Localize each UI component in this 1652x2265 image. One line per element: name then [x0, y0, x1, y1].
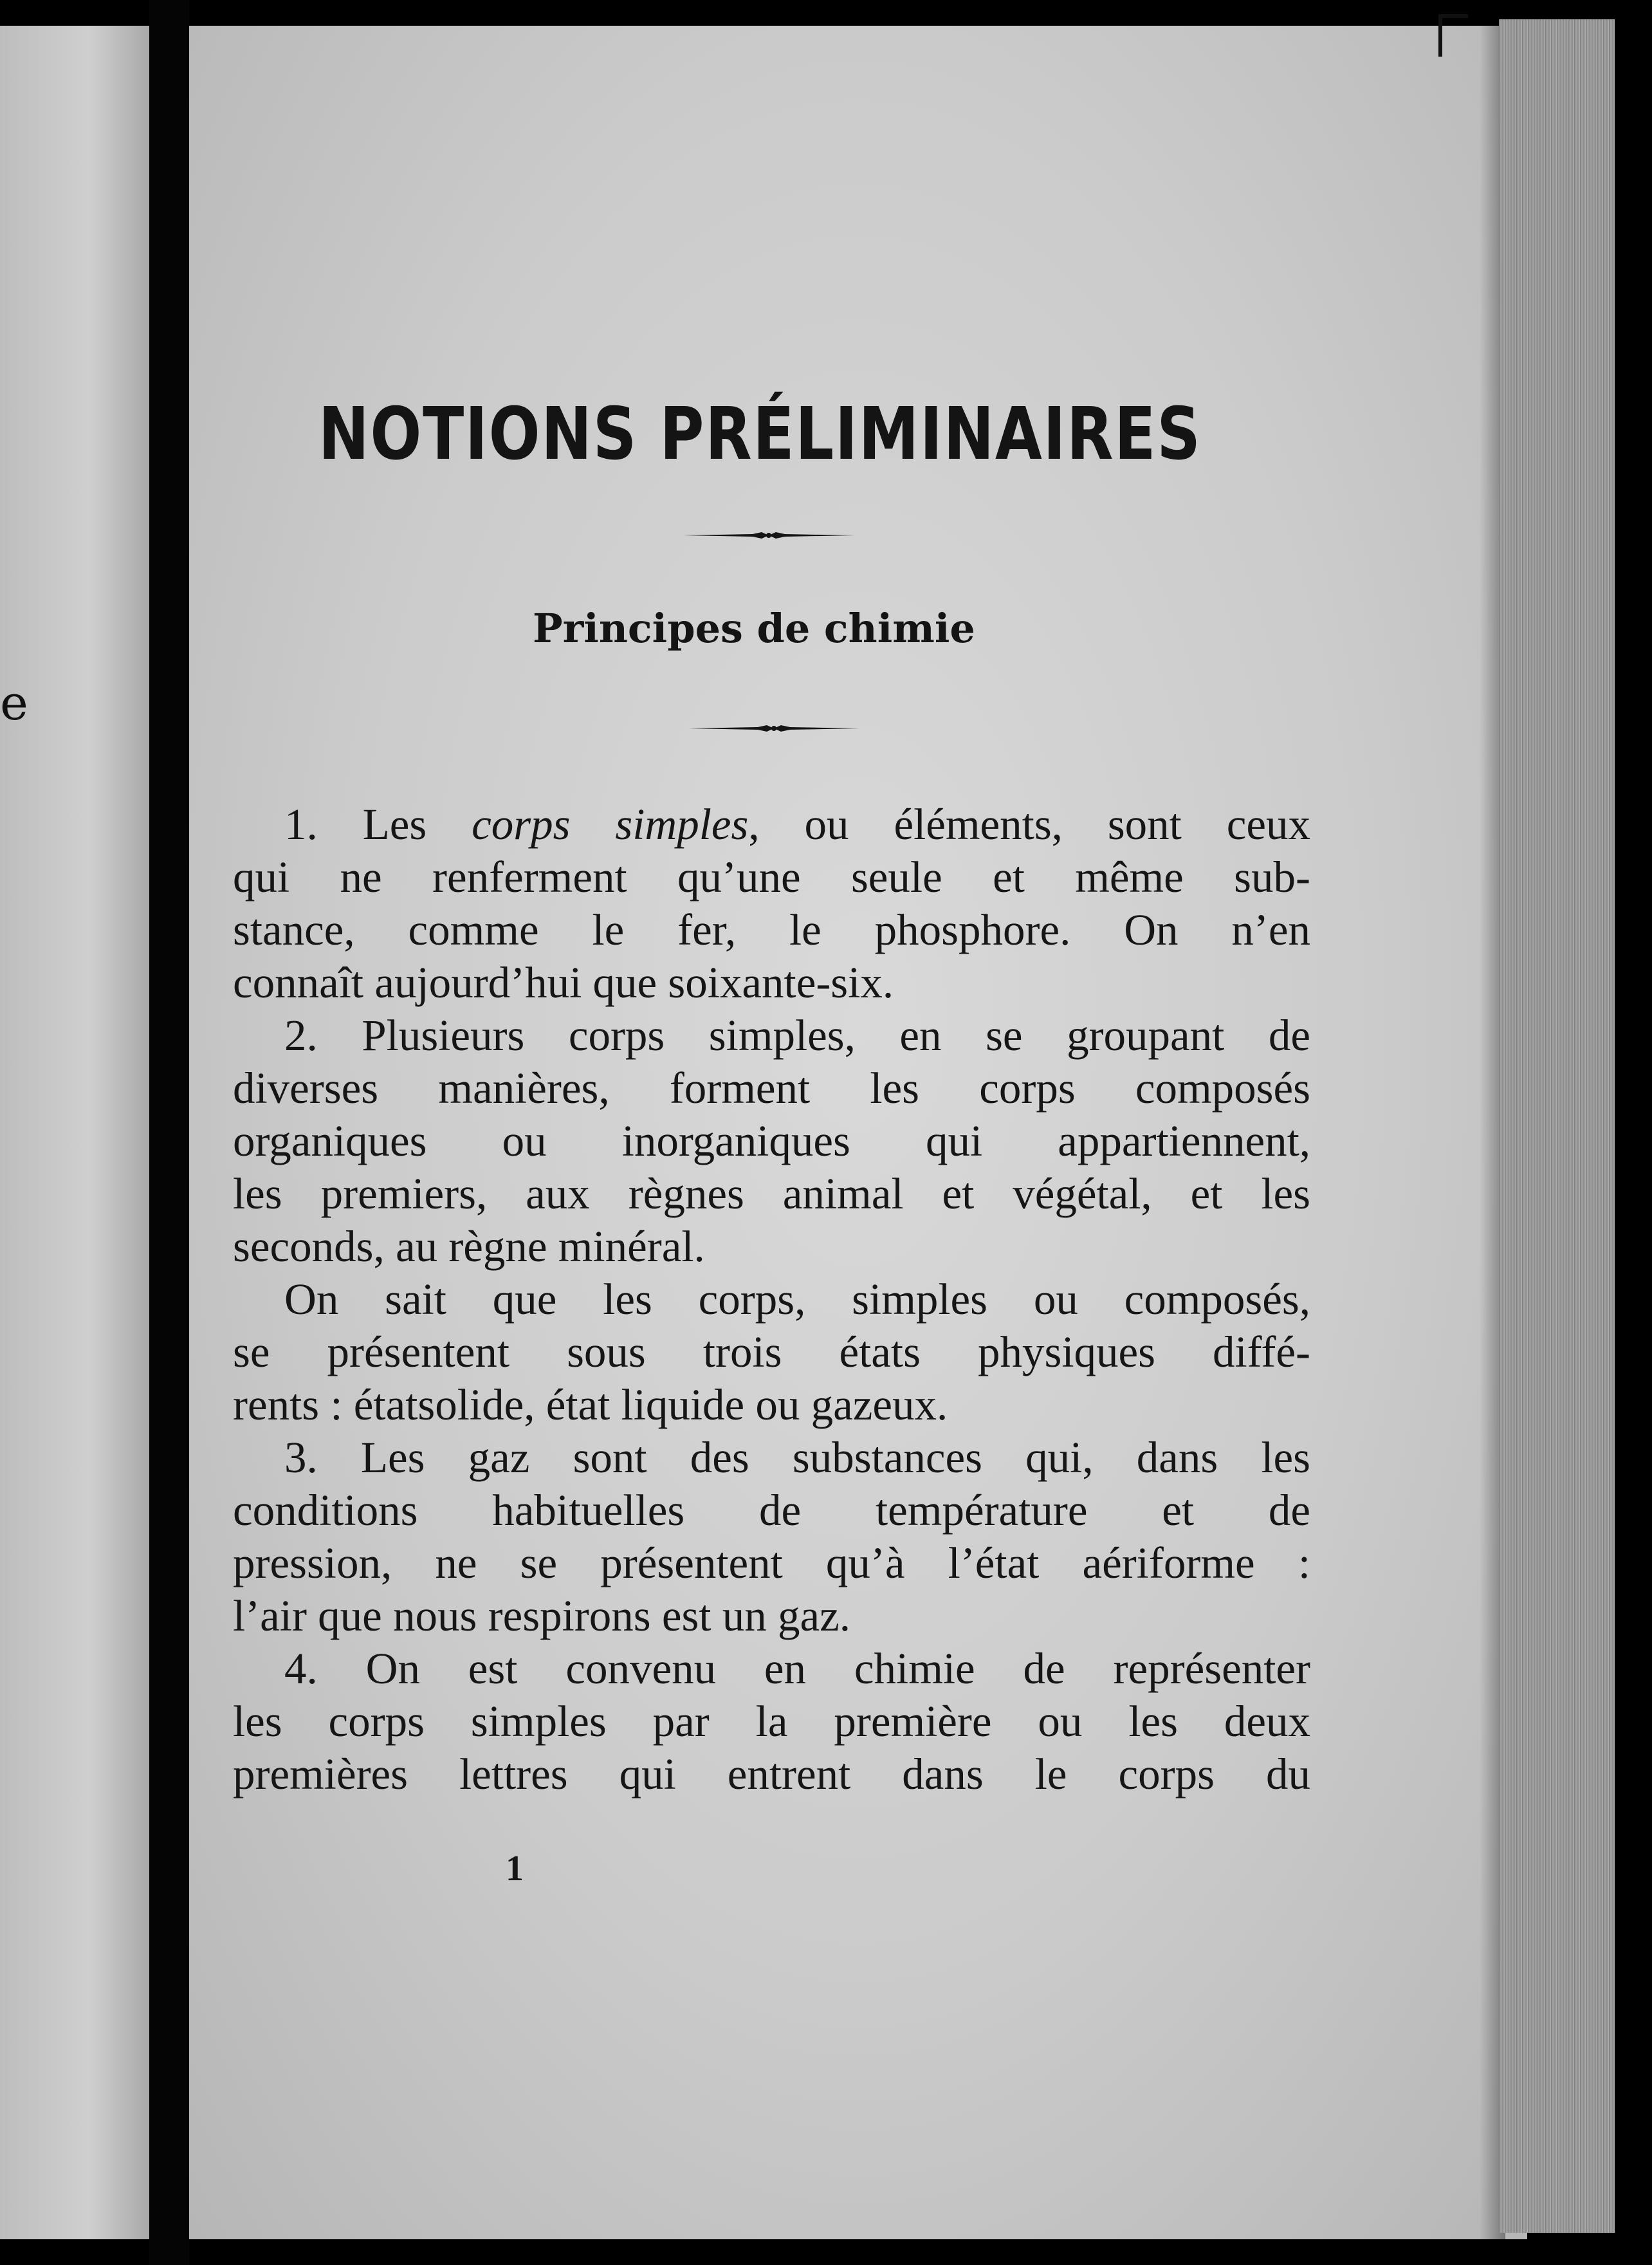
text-line: les premiers, aux règnes animal et végétal, et les — [233, 1169, 1310, 1218]
book-gutter — [149, 0, 189, 2265]
text-run: , ou éléments, sont ceux — [748, 800, 1310, 849]
paragraph-4 — [233, 1431, 1310, 1642]
text-line: les corps simples par la première ou les deux — [233, 1697, 1310, 1746]
signature-mark: 1 — [506, 1849, 524, 1889]
paragraph-number: 2. — [284, 1011, 318, 1060]
text-line: se présentent sous trois états physiques diffé- — [233, 1327, 1310, 1376]
text-line: premières lettres qui entrent dans le corps du — [233, 1750, 1310, 1798]
text-line: connaît aujourd’hui que soixante-six. — [233, 958, 894, 1007]
title-ornament-rule — [682, 529, 856, 542]
text-line: stance, comme le fer, le phosphore. On n’en — [233, 905, 1310, 954]
text-line: l’air que nous respirons est un gaz. — [233, 1591, 851, 1640]
subtitle-ornament-rule — [687, 722, 861, 735]
scan-bottom-border — [189, 2239, 1652, 2265]
text-run: On est convenu en chimie de représenter — [317, 1644, 1310, 1693]
text-run: Les gaz sont des substances qui, dans les — [317, 1433, 1310, 1482]
left-page-margin — [0, 26, 149, 2239]
paragraph-3 — [233, 1273, 1310, 1431]
paragraph-5 — [233, 1642, 1310, 1800]
paragraph-number: 1. — [284, 800, 318, 849]
paragraph-number: 3. — [284, 1433, 318, 1482]
text-line: rents : étatsolide, état liquide ou gazeux. — [233, 1380, 948, 1429]
text-line — [233, 1642, 1310, 1695]
text-line: qui ne renferment qu’une seule et même sub- — [233, 853, 1310, 901]
text-run: Les — [317, 800, 472, 849]
text-line — [233, 1009, 1310, 1062]
text-line — [233, 1431, 1310, 1484]
paragraph-2 — [233, 1009, 1310, 1273]
chapter-title: NOTIONS PRÉLIMINAIRES — [318, 393, 1202, 476]
body-text — [233, 798, 1310, 1800]
text-run: Plusieurs corps simples, en se groupant de — [317, 1011, 1310, 1060]
text-line: seconds, au règne minéral. — [233, 1222, 705, 1271]
text-line: organiques ou inorganiques qui appartiennent, — [233, 1116, 1310, 1165]
paragraph-1 — [233, 798, 1310, 1009]
left-page-text-fragment: e — [0, 676, 28, 731]
text-line: pression, ne se présentent qu’à l’état aériforme : — [233, 1539, 1310, 1587]
paragraph-number: 4. — [284, 1644, 318, 1693]
text-line: On sait que les corps, simples ou composés, — [284, 1275, 1310, 1324]
page-block-edge — [1499, 19, 1615, 2233]
text-line: conditions habituelles de température et de — [233, 1486, 1310, 1535]
italic-term: corps simples — [472, 800, 749, 849]
text-line: diverses manières, forment les corps composés — [233, 1064, 1310, 1113]
section-subtitle: Principes de chimie — [533, 605, 975, 652]
corner-mark — [1438, 14, 1468, 57]
text-line — [233, 798, 1310, 851]
